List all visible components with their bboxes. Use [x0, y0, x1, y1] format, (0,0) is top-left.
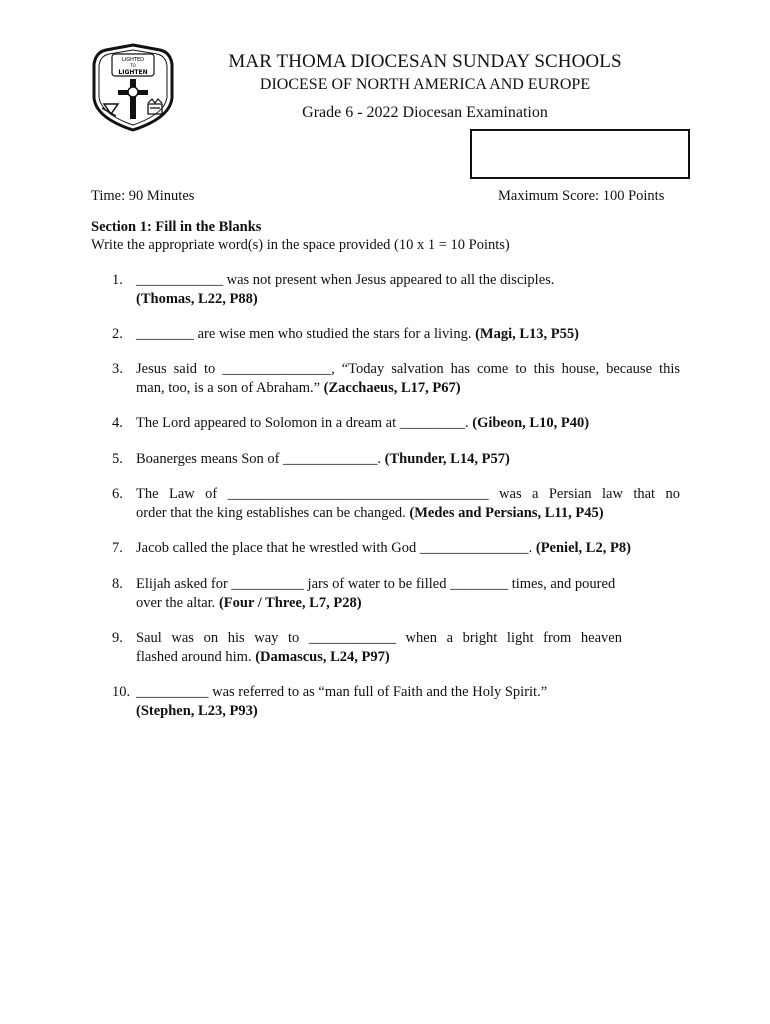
question-text: The Law of ____________________________________ was a Persian law that no	[136, 486, 680, 502]
question-item	[112, 414, 680, 433]
diocese-logo	[90, 42, 176, 132]
question-text-cont: order that the king establishes can be changed.	[136, 505, 406, 521]
logo-bottom-text: LIGHTEN	[118, 69, 148, 76]
question-item	[112, 629, 622, 667]
question-text-cont: over the altar.	[136, 595, 216, 611]
question-answer: (Thunder, L14, P57)	[384, 451, 510, 467]
question-item	[112, 271, 680, 309]
question-item	[112, 450, 680, 469]
question-text: __________ was referred to as “man full of Faith and the Holy Spirit.”	[136, 684, 548, 700]
question-item	[112, 683, 680, 721]
question-number: 7.	[112, 540, 123, 556]
question-number: 6.	[112, 486, 123, 502]
question-answer: (Four / Three, L7, P28)	[218, 595, 362, 611]
question-text: Saul was on his way to ____________ when a bright light from heaven	[136, 630, 622, 646]
logo-mid-text: TO	[130, 63, 136, 68]
question-answer: (Thomas, L22, P88)	[136, 291, 258, 307]
question-number: 2.	[112, 326, 123, 342]
question-answer: (Magi, L13, P55)	[475, 326, 579, 342]
exam-title: Grade 6 - 2022 Diocesan Examination	[302, 104, 548, 121]
question-text: Jesus said to _______________, “Today salvation has come to this house, because this	[136, 361, 680, 377]
question-number: 1.	[112, 272, 123, 288]
question-item	[112, 360, 680, 398]
question-answer: (Zacchaeus, L17, P67)	[323, 380, 461, 396]
section-title: Section 1: Fill in the Blanks	[91, 219, 262, 235]
question-answer: (Gibeon, L10, P40)	[472, 415, 590, 431]
question-answer: (Medes and Persians, L11, P45)	[409, 505, 604, 521]
question-text: ____________ was not present when Jesus appeared to all the disciples.	[136, 272, 555, 288]
question-text: Elijah asked for __________ jars of water to be filled ________ times, and poured	[136, 576, 616, 592]
max-score: Maximum Score: 100 Points	[498, 188, 665, 204]
question-number: 4.	[112, 415, 123, 431]
question-text-cont: flashed around him.	[136, 649, 252, 665]
student-id-box[interactable]	[470, 129, 690, 179]
section-instruction: Write the appropriate word(s) in the space provided (10 x 1 = 10 Points)	[91, 237, 510, 253]
exam-time: Time: 90 Minutes	[91, 188, 195, 204]
question-answer: (Peniel, L2, P8)	[535, 540, 631, 556]
question-text: ________ are wise men who studied the stars for a living.	[136, 326, 472, 342]
page-header	[190, 50, 660, 123]
question-number: 3.	[112, 361, 123, 377]
question-text-cont: man, too, is a son of Abraham.”	[136, 380, 321, 396]
question-text: Boanerges means Son of _____________.	[136, 451, 381, 467]
question-number: 5.	[112, 451, 123, 467]
school-title: MAR THOMA DIOCESAN SUNDAY SCHOOLS	[228, 51, 622, 72]
question-item	[112, 485, 680, 523]
section-header	[91, 218, 510, 254]
question-answer: (Damascus, L24, P97)	[255, 649, 390, 665]
question-text: Jacob called the place that he wrestled with God _______________.	[136, 540, 533, 556]
question-answer: (Stephen, L23, P93)	[136, 703, 258, 719]
question-item	[112, 575, 680, 613]
question-item	[112, 539, 680, 558]
question-number: 9.	[112, 630, 123, 646]
logo-top-text: LIGHTED	[122, 57, 144, 63]
question-item	[112, 325, 680, 344]
diocese-subtitle: DIOCESE OF NORTH AMERICA AND EUROPE	[259, 76, 591, 93]
question-number: 8.	[112, 576, 123, 592]
question-number: 10.	[112, 684, 131, 700]
question-text: The Lord appeared to Solomon in a dream at _________.	[136, 415, 469, 431]
